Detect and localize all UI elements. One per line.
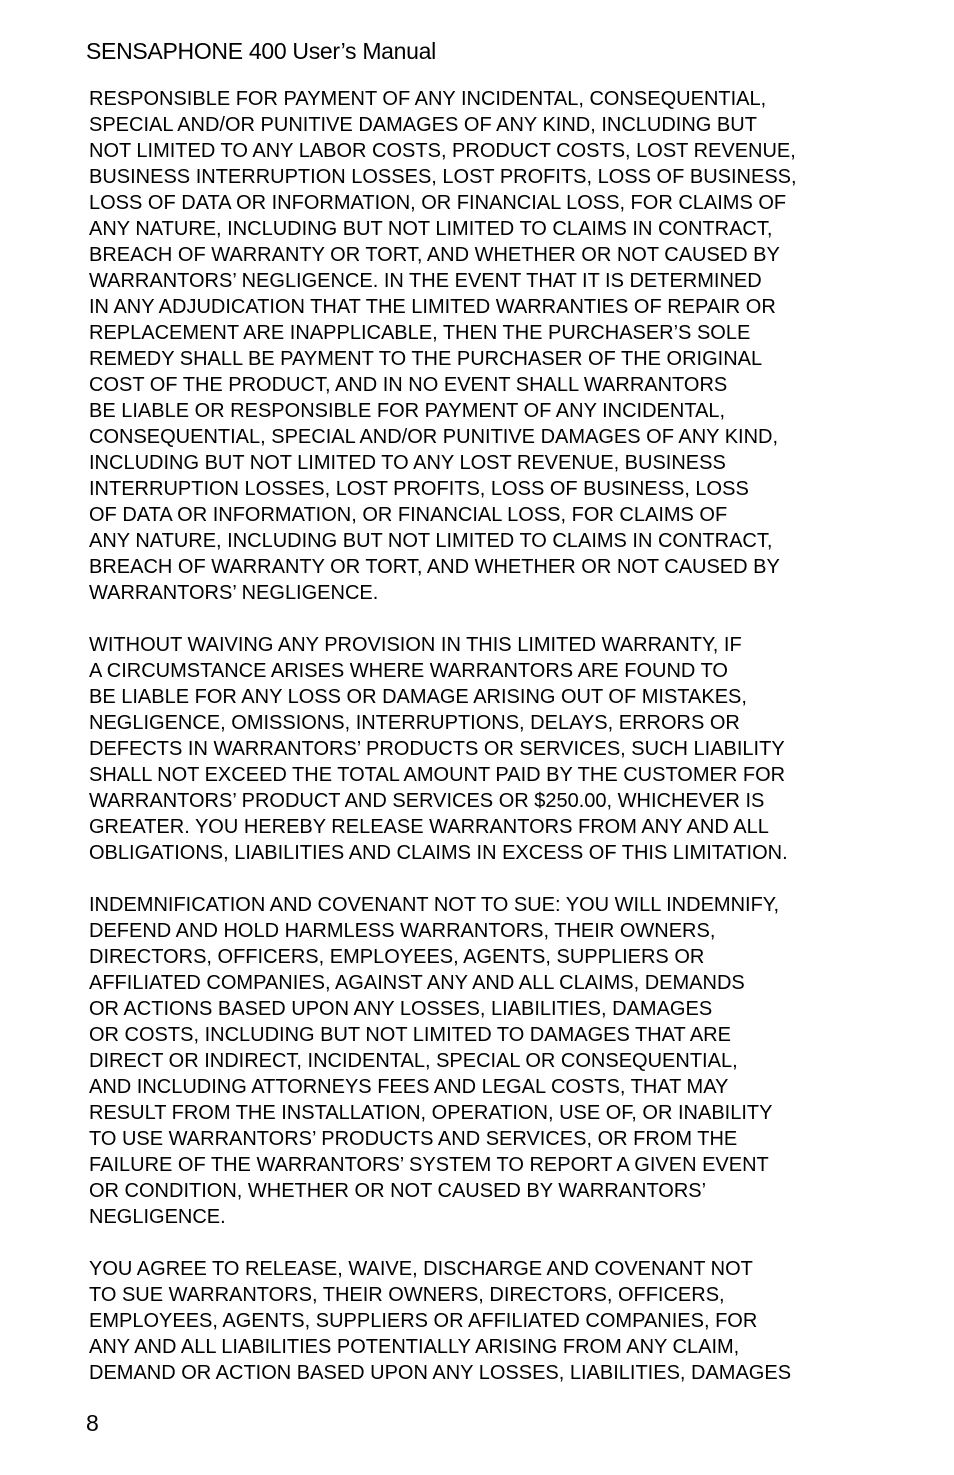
warranty-text <box>89 86 889 1412</box>
text-line: INCLUDING BUT NOT LIMITED TO ANY LOST REVENUE, BUSINESS <box>89 452 726 474</box>
text-line: AND INCLUDING ATTORNEYS FEES AND LEGAL COSTS, THAT MAY <box>89 1076 729 1098</box>
page-number: 8 <box>86 1410 99 1436</box>
text-line: OR CONDITION, WHETHER OR NOT CAUSED BY WARRANTORS’ <box>89 1180 707 1202</box>
paragraph-liability-cap <box>89 632 889 866</box>
text-line: OBLIGATIONS, LIABILITIES AND CLAIMS IN EXCESS OF THIS LIMITATION. <box>89 842 788 864</box>
text-line: COST OF THE PRODUCT, AND IN NO EVENT SHALL WARRANTORS <box>89 374 728 396</box>
text-line: RESPONSIBLE FOR PAYMENT OF ANY INCIDENTAL, CONSEQUENTIAL, <box>89 88 767 110</box>
text-line: OR COSTS, INCLUDING BUT NOT LIMITED TO DAMAGES THAT ARE <box>89 1024 731 1046</box>
text-line: GREATER. YOU HEREBY RELEASE WARRANTORS FROM ANY AND ALL <box>89 816 769 838</box>
text-line: INDEMNIFICATION AND COVENANT NOT TO SUE: YOU WILL INDEMNIFY, <box>89 894 780 916</box>
text-line: INTERRUPTION LOSSES, LOST PROFITS, LOSS OF BUSINESS, LOSS <box>89 478 749 500</box>
text-line: BREACH OF WARRANTY OR TORT, AND WHETHER OR NOT CAUSED BY <box>89 244 780 266</box>
text-line: ANY NATURE, INCLUDING BUT NOT LIMITED TO CLAIMS IN CONTRACT, <box>89 218 773 240</box>
text-line: BE LIABLE FOR ANY LOSS OR DAMAGE ARISING OUT OF MISTAKES, <box>89 686 747 708</box>
text-line: DEFEND AND HOLD HARMLESS WARRANTORS, THEIR OWNERS, <box>89 920 716 942</box>
text-line: EMPLOYEES, AGENTS, SUPPLIERS OR AFFILIATED COMPANIES, FOR <box>89 1310 758 1332</box>
text-line: OF DATA OR INFORMATION, OR FINANCIAL LOSS, FOR CLAIMS OF <box>89 504 728 526</box>
text-line: DIRECT OR INDIRECT, INCIDENTAL, SPECIAL OR CONSEQUENTIAL, <box>89 1050 738 1072</box>
text-line: FAILURE OF THE WARRANTORS’ SYSTEM TO REPORT A GIVEN EVENT <box>89 1154 769 1176</box>
text-line: REPLACEMENT ARE INAPPLICABLE, THEN THE PURCHASER’S SOLE <box>89 322 751 344</box>
text-line: DEFECTS IN WARRANTORS’ PRODUCTS OR SERVICES, SUCH LIABILITY <box>89 738 785 760</box>
text-line: TO SUE WARRANTORS, THEIR OWNERS, DIRECTORS, OFFICERS, <box>89 1284 725 1306</box>
text-line: CONSEQUENTIAL, SPECIAL AND/OR PUNITIVE DAMAGES OF ANY KIND, <box>89 426 779 448</box>
paragraph-indemnification <box>89 892 889 1230</box>
text-line: AFFILIATED COMPANIES, AGAINST ANY AND ALL CLAIMS, DEMANDS <box>89 972 745 994</box>
text-line: TO USE WARRANTORS’ PRODUCTS AND SERVICES, OR FROM THE <box>89 1128 738 1150</box>
text-line: A CIRCUMSTANCE ARISES WHERE WARRANTORS ARE FOUND TO <box>89 660 728 682</box>
text-line: RESULT FROM THE INSTALLATION, OPERATION, USE OF, OR INABILITY <box>89 1102 773 1124</box>
paragraph-release-waiver <box>89 1256 889 1386</box>
text-line: DIRECTORS, OFFICERS, EMPLOYEES, AGENTS, SUPPLIERS OR <box>89 946 705 968</box>
text-line: NOT LIMITED TO ANY LABOR COSTS, PRODUCT COSTS, LOST REVENUE, <box>89 140 796 162</box>
text-line: DEMAND OR ACTION BASED UPON ANY LOSSES, LIABILITIES, DAMAGES <box>89 1362 792 1384</box>
text-line: IN ANY ADJUDICATION THAT THE LIMITED WARRANTIES OF REPAIR OR <box>89 296 776 318</box>
running-header: SENSAPHONE 400 User’s Manual <box>86 38 436 64</box>
text-line: WARRANTORS’ PRODUCT AND SERVICES OR $250.00, WHICHEVER IS <box>89 790 765 812</box>
text-line: BREACH OF WARRANTY OR TORT, AND WHETHER OR NOT CAUSED BY <box>89 556 780 578</box>
text-line: LOSS OF DATA OR INFORMATION, OR FINANCIAL LOSS, FOR CLAIMS OF <box>89 192 787 214</box>
paragraph-damages-limitation <box>89 86 889 606</box>
text-line: BE LIABLE OR RESPONSIBLE FOR PAYMENT OF ANY INCIDENTAL, <box>89 400 726 422</box>
text-line: ANY NATURE, INCLUDING BUT NOT LIMITED TO CLAIMS IN CONTRACT, <box>89 530 773 552</box>
text-line: SHALL NOT EXCEED THE TOTAL AMOUNT PAID BY THE CUSTOMER FOR <box>89 764 786 786</box>
text-line: NEGLIGENCE. <box>89 1206 226 1228</box>
text-line: BUSINESS INTERRUPTION LOSSES, LOST PROFITS, LOSS OF BUSINESS, <box>89 166 797 188</box>
text-line: OR ACTIONS BASED UPON ANY LOSSES, LIABILITIES, DAMAGES <box>89 998 713 1020</box>
text-line: SPECIAL AND/OR PUNITIVE DAMAGES OF ANY KIND, INCLUDING BUT <box>89 114 757 136</box>
text-line: WITHOUT WAIVING ANY PROVISION IN THIS LIMITED WARRANTY, IF <box>89 634 742 656</box>
text-line: WARRANTORS’ NEGLIGENCE. <box>89 582 379 604</box>
text-line: WARRANTORS’ NEGLIGENCE. IN THE EVENT THAT IT IS DETERMINED <box>89 270 762 292</box>
text-line: ANY AND ALL LIABILITIES POTENTIALLY ARISING FROM ANY CLAIM, <box>89 1336 740 1358</box>
text-line: NEGLIGENCE, OMISSIONS, INTERRUPTIONS, DELAYS, ERRORS OR <box>89 712 740 734</box>
text-line: REMEDY SHALL BE PAYMENT TO THE PURCHASER OF THE ORIGINAL <box>89 348 763 370</box>
text-line: YOU AGREE TO RELEASE, WAIVE, DISCHARGE AND COVENANT NOT <box>89 1258 753 1280</box>
